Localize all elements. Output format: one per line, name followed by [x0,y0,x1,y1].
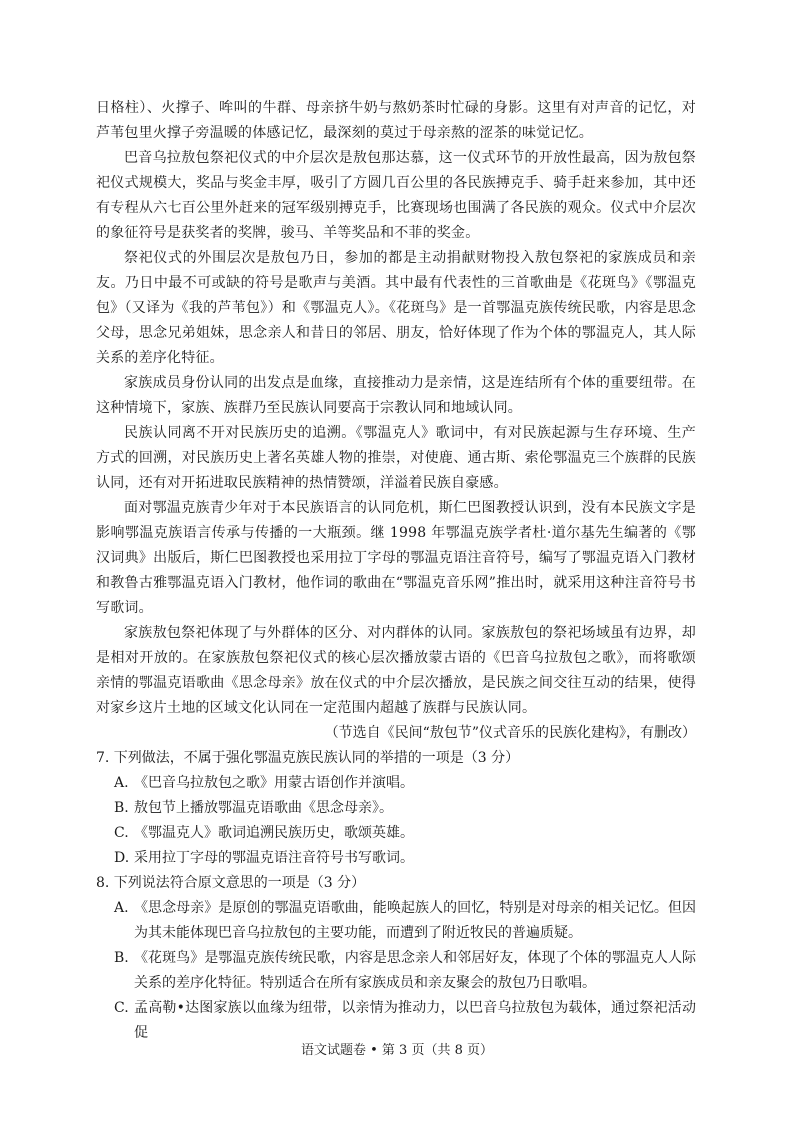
passage-paragraph-7: 家族敖包祭祀体现了与外群体的区分、对内群体的认同。家族敖包的祭祀场域虽有边界，却是相对开放的。在家族敖包祭祀仪式的核心层次播放蒙古语的《巴音乌拉敖包之歌》，而将歌颂亲情的鄂温克语歌曲《思念母亲》放在仪式的中介层次播放，是民族之间交往互动的结果，使得对家乡这片土地的区域文化认同在一定范围内超越了族群与民族认同。 [96,625,696,716]
option-letter: A. [114,775,129,791]
source-citation: （节选自《民间“敖包节”仪式音乐的民族化建构》，有删改） [324,725,696,741]
question-8-option-a [114,896,696,946]
question-7-stem: 7. 下列做法，不属于强化鄂温克族民族认同的举措的一项是（3 分） [96,750,520,766]
option-text: 《花斑鸟》是鄂温克族传统民歌，内容是思念亲人和邻居好友，体现了个体的鄂温克人人际关系的差序化特征。特别适合在所有家族成员和亲友聚会的敖包乃日歌唱。 [134,950,696,991]
question-7-option-a [114,771,696,796]
page-footer: 语文试题卷 • 第 3 页（共 8 页） [300,1043,493,1058]
question-8-stem: 8. 下列说法符合原文意思的一项是（3 分） [96,875,366,891]
option-text: 采用拉丁字母的鄂温克语注音符号书写歌词。 [134,850,414,866]
option-letter: D. [114,850,130,866]
passage-paragraph-6: 面对鄂温克族青少年对于本民族语言的认同危机，斯仁巴图教授认识到，没有本民族文字是影响鄂温克族语言传承与传播的一大瓶颈。继 1998 年鄂温克族学者杜·道尔基先生编著的《鄂汉词典》出版后，斯仁巴图教授也采用拉丁字母的鄂温克语注音符号，编写了鄂温克语入门教材和教鲁古雅鄂温克语入门教材，他作词的歌曲在“鄂温克音乐网”推出时，就采用这种注音符号书写歌词。 [96,500,696,616]
passage-paragraph-3: 祭祀仪式的外围层次是敖包乃日，参加的都是主动捐献财物投入敖包祭祀的家族成员和亲友。乃日中最不可或缺的符号是歌声与美酒。其中最有代表性的三首歌曲是《花斑鸟》《鄂温克包》（又译为《我的芦苇包》）和《鄂温克人》。《花斑鸟》是一首鄂温克族传统民歌，内容是思念父母，思念兄弟姐妹，思念亲人和昔日的邻居、朋友，恰好体现了作为个体的鄂温克人，其人际关系的差序化特征。 [96,250,696,366]
option-text: 《思念母亲》是原创的鄂温克语歌曲，能唤起族人的回忆，特别是对母亲的相关记忆。但因为其未能体现巴音乌拉敖包的主要功能，而遭到了附近牧民的普遍质疑。 [134,900,696,941]
passage-paragraph-2: 巴音乌拉敖包祭祀仪式的中介层次是敖包那达慕，这一仪式环节的开放性最高，因为敖包祭祀仪式规模大，奖品与奖金丰厚，吸引了方圆几百公里的各民族搏克手、骑手赶来参加，其中还有专程从六七百公里外赶来的冠军级别搏克手，比赛现场也围满了各民族的观众。仪式中介层次的象征符号是获奖者的奖牌，骏马、羊等奖品和不菲的奖金。 [96,150,696,241]
exam-page [96,96,696,1046]
question-7-option-b [114,796,696,821]
question-8-option-b [114,946,696,996]
option-letter: C. [114,825,129,841]
option-text: 《鄂温克人》歌词追溯民族历史，歌颂英雄。 [134,825,414,841]
question-7-option-d [114,846,696,871]
passage-paragraph-1: 日格柱）、火撑子、哞叫的牛群、母亲挤牛奶与熬奶茶时忙碌的身影。这里有对声音的记忆，对芦苇包里火撑子旁温暖的体感记忆，最深刻的莫过于母亲熬的涩茶的味觉记忆。 [96,100,696,141]
option-text: 孟高勒•达图家族以血缘为纽带，以亲情为推动力，以巴音乌拉敖包为载体，通过祭祀活动促 [134,1000,696,1041]
option-letter: B. [114,950,129,966]
option-letter: C. [114,1000,129,1016]
option-text: 《巴音乌拉敖包之歌》用蒙古语创作并演唱。 [134,775,414,791]
passage-paragraph-4: 家族成员身份认同的出发点是血缘，直接推动力是亲情，这是连结所有个体的重要纽带。在这种情境下，家族、族群乃至民族认同要高于宗教认同和地域认同。 [96,375,696,416]
option-text: 敖包节上播放鄂温克语歌曲《思念母亲》。 [134,800,393,816]
option-letter: B. [114,800,129,816]
option-letter: A. [114,900,129,916]
passage-paragraph-5: 民族认同离不开对民族历史的追溯。《鄂温克人》歌词中，有对民族起源与生存环境、生产方式的回溯，对民族历史上著名英雄人物的推崇，对使鹿、通古斯、索伦鄂温克三个族群的民族认同，还有对开拓进取民族精神的热情赞颂，洋溢着民族自豪感。 [96,425,696,491]
question-7-option-c [114,821,696,846]
